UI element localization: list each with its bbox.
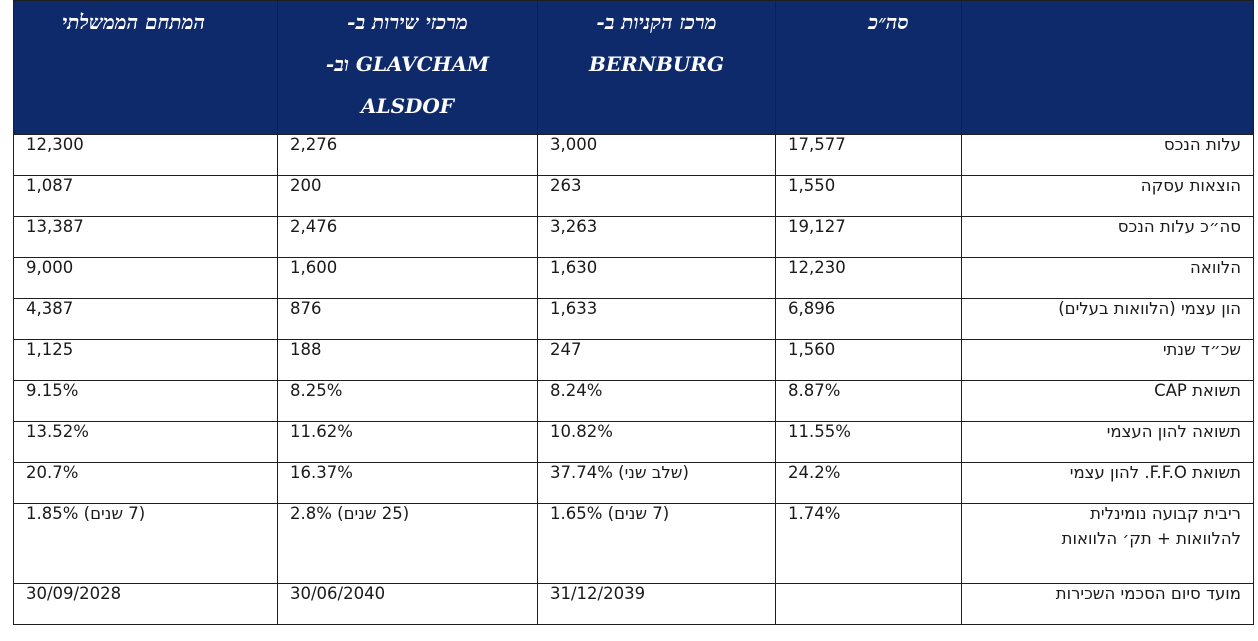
cell-gov: [14, 299, 278, 340]
value: 1.85%: [26, 504, 79, 523]
cell-bernburg: [538, 463, 776, 504]
cell-gov: [14, 217, 278, 258]
value: 30/09/2028: [26, 584, 122, 603]
cell-total: [776, 299, 962, 340]
cell-glavcham: [278, 422, 538, 463]
table-row: [14, 381, 1254, 422]
value: 11.55%: [788, 422, 851, 441]
value: 9,000: [26, 258, 74, 277]
header-total: [776, 1, 962, 135]
value: 13,387: [26, 217, 84, 236]
cell-total: [776, 217, 962, 258]
header-glavcham-line1: מרכזי שירות ב-: [347, 10, 468, 34]
header-row: [14, 1, 1254, 135]
note: (25 שנים): [337, 504, 410, 523]
value: 1,550: [788, 176, 836, 195]
cell-bernburg: [538, 258, 776, 299]
value: 10.82%: [550, 422, 613, 441]
cell-total: [776, 340, 962, 381]
value: 9.15%: [26, 381, 79, 400]
value: 8.87%: [788, 381, 841, 400]
table-row: [14, 176, 1254, 217]
value: 8.24%: [550, 381, 603, 400]
row-label: תשואה להון העצמי: [962, 422, 1254, 463]
cell-bernburg: [538, 340, 776, 381]
cell-glavcham: [278, 217, 538, 258]
row-label-line1: ריבית קבועה נומינלית: [1090, 504, 1241, 523]
financial-table: [13, 0, 1254, 625]
cell-bernburg: [538, 504, 776, 584]
value: 4,387: [26, 299, 74, 318]
cell-total: [776, 176, 962, 217]
cell-gov: [14, 176, 278, 217]
value: 876: [290, 299, 322, 318]
cell-glavcham: [278, 340, 538, 381]
header-glavcham-line2: GLAVCHAM וב-: [325, 52, 490, 76]
cell-total: [776, 381, 962, 422]
value: 8.25%: [290, 381, 343, 400]
value: 24.2%: [788, 463, 841, 482]
cell-total: [776, 584, 962, 625]
value: 12,300: [26, 135, 84, 154]
row-label: הלוואה: [962, 258, 1254, 299]
table-row: [14, 340, 1254, 381]
value: 3,000: [550, 135, 598, 154]
cell-bernburg: [538, 217, 776, 258]
cell-total: [776, 463, 962, 504]
header-gov: [14, 1, 278, 135]
value: 247: [550, 340, 582, 359]
value: 2,276: [290, 135, 338, 154]
cell-gov: [14, 381, 278, 422]
cell-glavcham: [278, 135, 538, 176]
value: 17,577: [788, 135, 846, 154]
value: 2,476: [290, 217, 338, 236]
row-label: תשואת F.F.O. להון עצמי: [962, 463, 1254, 504]
value: 1.65%: [550, 504, 603, 523]
header-glavcham: [278, 1, 538, 135]
cell-gov: [14, 258, 278, 299]
value: 12,230: [788, 258, 846, 277]
row-label: הון עצמי (הלוואות בעלים): [962, 299, 1254, 340]
cell-bernburg: [538, 584, 776, 625]
table-row: [14, 504, 1254, 584]
value: 200: [290, 176, 322, 195]
financial-table-container: [13, 0, 1253, 625]
value: 1,125: [26, 340, 74, 359]
cell-glavcham: [278, 504, 538, 584]
row-label: סה״כ עלות הנכס: [962, 217, 1254, 258]
value: 37.74%: [550, 463, 613, 482]
value: 11.62%: [290, 422, 353, 441]
table-row: [14, 584, 1254, 625]
cell-bernburg: [538, 422, 776, 463]
cell-bernburg: [538, 299, 776, 340]
table-row: [14, 258, 1254, 299]
value: 1,087: [26, 176, 74, 195]
value: 1,633: [550, 299, 598, 318]
cell-gov: [14, 422, 278, 463]
cell-total: [776, 135, 962, 176]
cell-glavcham: [278, 258, 538, 299]
value: 30/06/2040: [290, 584, 386, 603]
table-row: [14, 422, 1254, 463]
row-label: מועד סיום הסכמי השכירות: [962, 584, 1254, 625]
value: 2.8%: [290, 504, 332, 523]
table-row: [14, 299, 1254, 340]
header-bernburg: [538, 1, 776, 135]
row-label: עלות הנכס: [962, 135, 1254, 176]
value: 1,560: [788, 340, 836, 359]
row-label: הוצאות עסקה: [962, 176, 1254, 217]
cell-glavcham: [278, 584, 538, 625]
row-label: [962, 504, 1254, 584]
cell-glavcham: [278, 299, 538, 340]
cell-total: [776, 258, 962, 299]
row-label: שכ״ד שנתי: [962, 340, 1254, 381]
cell-gov: [14, 504, 278, 584]
row-label-line2: להלוואות + תק׳ הלוואות: [1061, 529, 1241, 548]
value: 3,263: [550, 217, 598, 236]
cell-gov: [14, 135, 278, 176]
value: 31/12/2039: [550, 584, 646, 603]
value: 13.52%: [26, 422, 89, 441]
value: 1.74%: [788, 504, 841, 523]
header-gov-text: המתחם הממשלתי: [61, 10, 205, 34]
value: 1,600: [290, 258, 338, 277]
header-bernburg-line1: מרכז הקניות ב-: [596, 10, 717, 34]
row-label: תשואת CAP: [962, 381, 1254, 422]
value: 1,630: [550, 258, 598, 277]
value: 263: [550, 176, 582, 195]
cell-glavcham: [278, 381, 538, 422]
value: 16.37%: [290, 463, 353, 482]
note: (7 שנים): [607, 504, 670, 523]
cell-bernburg: [538, 381, 776, 422]
cell-glavcham: [278, 463, 538, 504]
table-row: [14, 135, 1254, 176]
table-row: [14, 463, 1254, 504]
cell-gov: [14, 584, 278, 625]
table-row: [14, 217, 1254, 258]
cell-gov: [14, 340, 278, 381]
cell-total: [776, 422, 962, 463]
header-total-text: סה״כ: [868, 10, 909, 34]
value: 19,127: [788, 217, 846, 236]
header-bernburg-line2: BERNBURG: [588, 52, 725, 76]
value: 188: [290, 340, 322, 359]
cell-gov: [14, 463, 278, 504]
cell-total: [776, 504, 962, 584]
value: 20.7%: [26, 463, 79, 482]
note: (שלב שני): [618, 463, 689, 482]
value: 6,896: [788, 299, 836, 318]
header-glavcham-line3: ALSDOF: [361, 94, 454, 118]
cell-bernburg: [538, 176, 776, 217]
note: (7 שנים): [83, 504, 146, 523]
header-label-cell: [962, 1, 1254, 135]
cell-glavcham: [278, 176, 538, 217]
cell-bernburg: [538, 135, 776, 176]
